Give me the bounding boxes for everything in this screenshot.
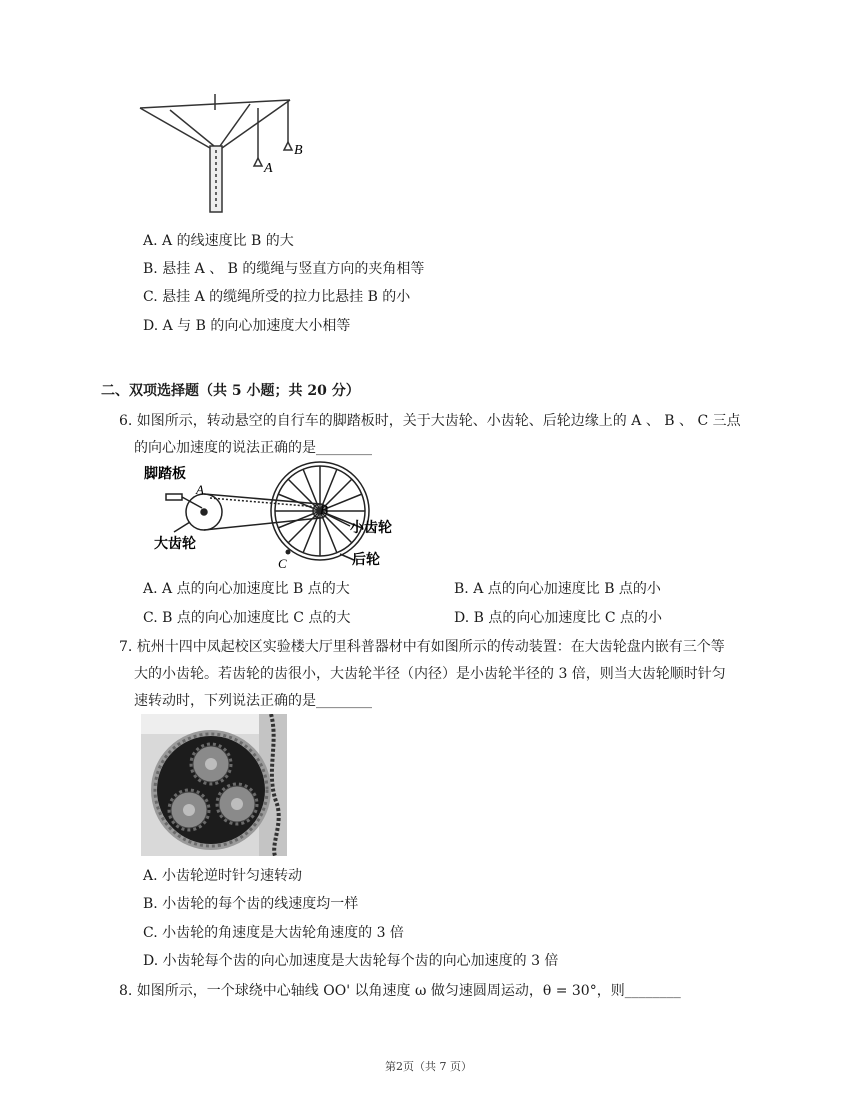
q7-stem-line1: 7. 杭州十四中凤起校区实验楼大厅里科普器材中有如图所示的传动装置：在大齿轮盘内嵌有三个等 xyxy=(119,639,725,655)
q6-fig-label-b: B xyxy=(320,502,328,517)
q5-label-b: B xyxy=(294,143,303,158)
q7-stem-line2: 大的小齿轮。若齿轮的齿很小，大齿轮半径（内径）是小齿轮半径的 3 倍，则当大齿轮顺时针匀 xyxy=(134,666,726,682)
q5-option-d: D. A 与 B 的向心加速度大小相等 xyxy=(143,318,351,334)
q5-label-a: A xyxy=(264,161,273,176)
q6-fig-big-gear: 大齿轮 xyxy=(154,536,196,552)
q6-stem-line2: 的向心加速度的说法正确的是________ xyxy=(134,440,372,456)
q6-stem-line1: 6. 如图所示，转动悬空的自行车的脚踏板时，关于大齿轮、小齿轮、后轮边缘上的 A 、 B 、 C 三点 xyxy=(119,413,741,429)
q8-stem-line1: 8. 如图所示，一个球绕中心轴线 OO' 以角速度 ω 做匀速圆周运动，θ = 30°，则________ xyxy=(119,983,681,999)
q5-figure xyxy=(130,88,320,218)
q7-option-d: D. 小齿轮每个齿的向心加速度是大齿轮每个齿的向心加速度的 3 倍 xyxy=(143,953,559,969)
q7-option-a: A. 小齿轮逆时针匀速转动 xyxy=(143,868,303,884)
q7-stem-line3: 速转动时，下列说法正确的是________ xyxy=(134,693,372,709)
q7-option-c: C. 小齿轮的角速度是大齿轮角速度的 3 倍 xyxy=(143,925,404,941)
q7-gear-photo xyxy=(141,714,287,856)
section2-title: 二、双项选择题（共 5 小题；共 20 分） xyxy=(101,383,360,399)
q5-option-c: C. 悬挂 A 的缆绳所受的拉力比悬挂 B 的小 xyxy=(143,289,411,305)
q6-option-a: A. A 点的向心加速度比 B 点的大 xyxy=(143,581,350,597)
q6-fig-label-a: A xyxy=(196,482,204,497)
q5-option-a: A. A 的线速度比 B 的大 xyxy=(143,233,294,249)
q6-option-d: D. B 点的向心加速度比 C 点的小 xyxy=(454,610,662,626)
q5-option-b: B. 悬挂 A 、 B 的缆绳与竖直方向的夹角相等 xyxy=(143,261,425,277)
q6-fig-rear-wheel: 后轮 xyxy=(352,552,380,568)
q6-fig-label-c: C xyxy=(278,556,287,571)
page-footer: 第2页（共 7 页） xyxy=(385,1060,472,1073)
q6-fig-pedal: 脚踏板 xyxy=(144,466,186,482)
q6-fig-small-gear: 小齿轮 xyxy=(350,520,392,536)
q7-option-b: B. 小齿轮的每个齿的线速度均一样 xyxy=(143,896,359,912)
q6-bicycle-figure xyxy=(140,460,420,572)
q6-option-c: C. B 点的向心加速度比 C 点的大 xyxy=(143,610,351,626)
q6-option-b: B. A 点的向心加速度比 B 点的小 xyxy=(454,581,661,597)
